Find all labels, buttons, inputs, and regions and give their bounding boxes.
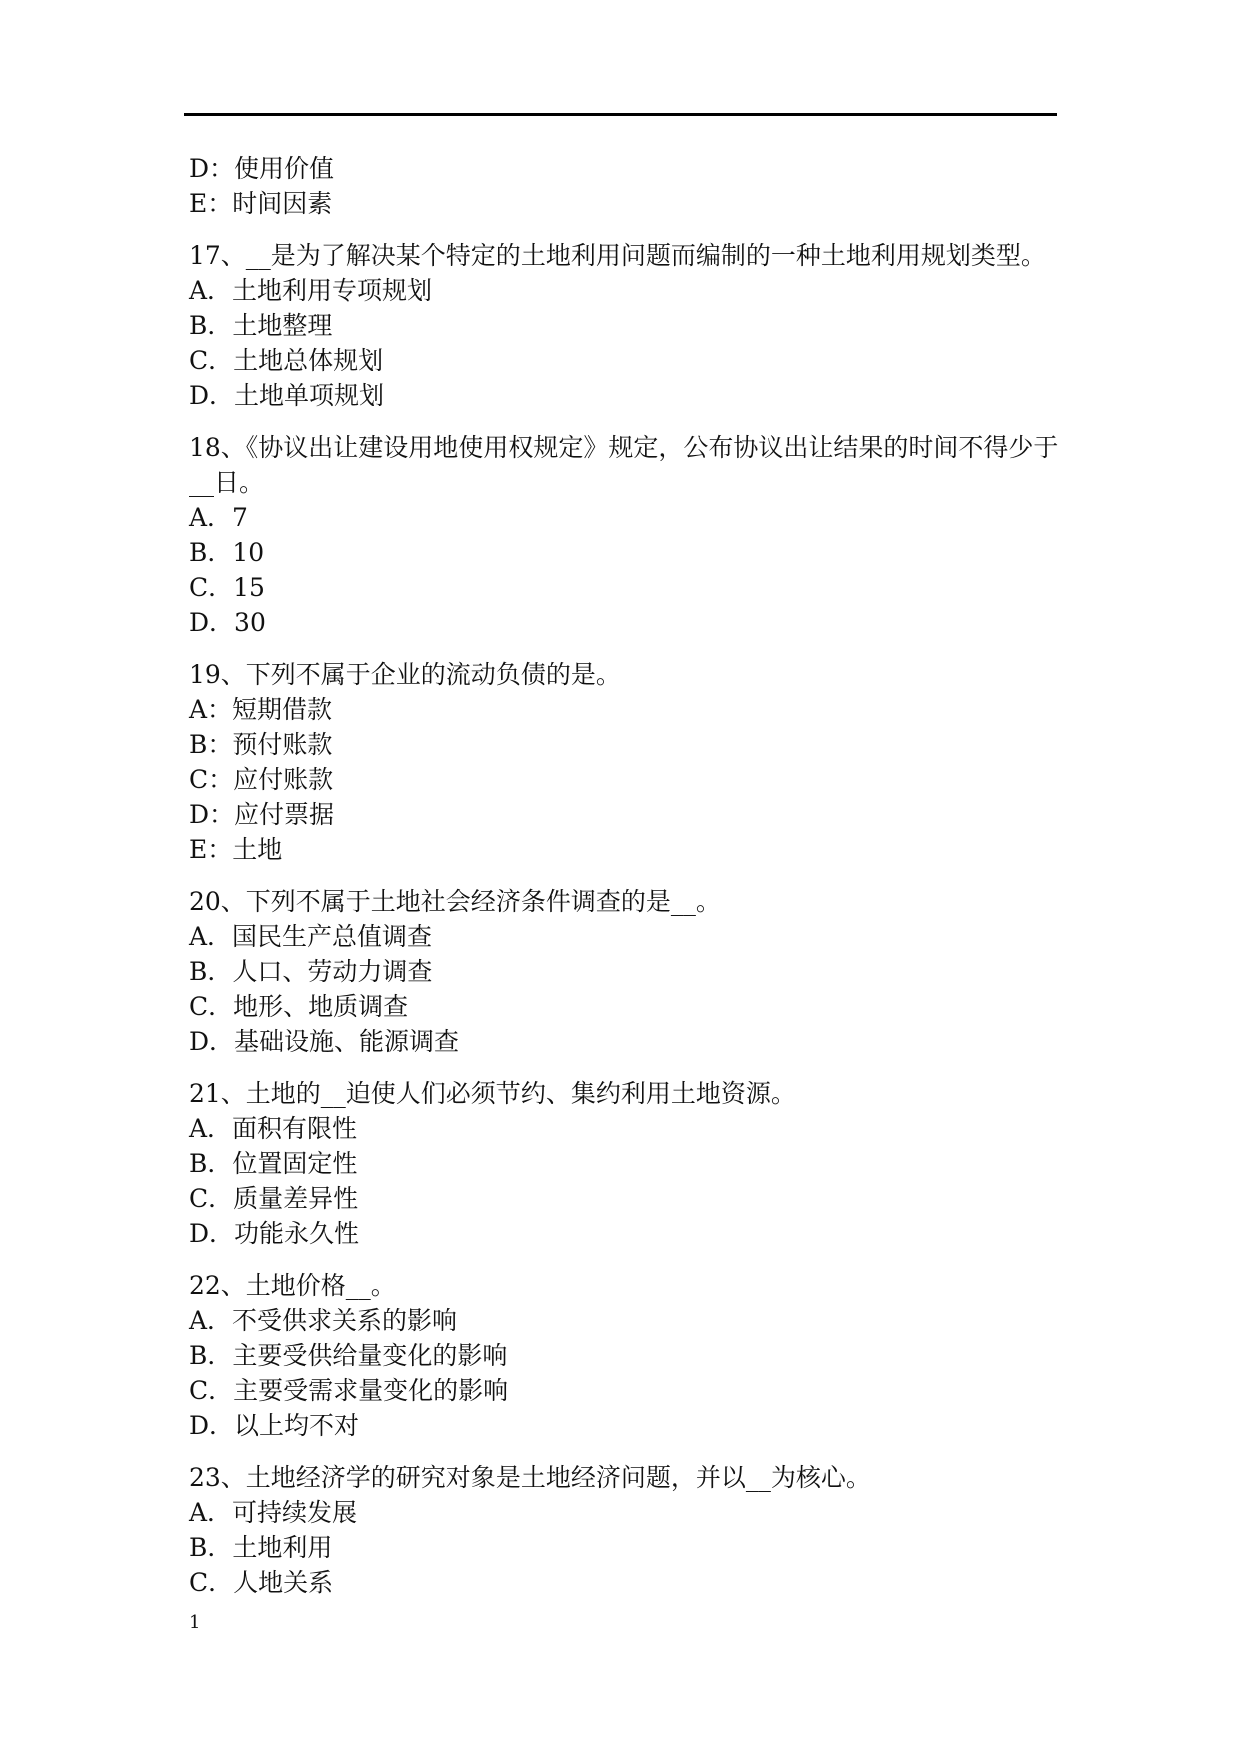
option-line: A．国民生产总值调查 [189, 922, 433, 951]
option-line: B：预付账款 [189, 730, 333, 759]
question-18 [189, 430, 1059, 640]
option-line: B．主要受供给量变化的影响 [189, 1341, 508, 1370]
option-line: A．不受供求关系的影响 [189, 1306, 458, 1335]
question-21 [189, 1076, 1059, 1251]
option-line: A．7 [189, 503, 248, 532]
question-stem: 23、土地经济学的研究对象是土地经济问题，并以__为核心。 [189, 1463, 871, 1492]
question-23 [189, 1460, 1059, 1600]
option-line: C．人地关系 [189, 1568, 334, 1597]
question-stem: 20、下列不属于土地社会经济条件调查的是__。 [189, 887, 721, 916]
option-line: D．土地单项规划 [189, 381, 385, 410]
option-line: C．土地总体规划 [189, 346, 384, 375]
option-line: C．地形、地质调查 [189, 992, 409, 1021]
option-line: C．主要受需求量变化的影响 [189, 1376, 509, 1405]
option-line: C：应付账款 [189, 765, 334, 794]
question-stem: 17、__是为了解决某个特定的土地利用问题而编制的一种土地利用规划类型。 [189, 241, 1046, 270]
header-rule [184, 113, 1057, 116]
option-line: D．30 [189, 608, 266, 637]
option-line: D．功能永久性 [189, 1219, 360, 1248]
option-line: C．质量差异性 [189, 1184, 359, 1213]
question-19 [189, 657, 1059, 867]
option-line: D．基础设施、能源调查 [189, 1027, 460, 1056]
option-line: A：短期借款 [189, 695, 333, 724]
option-line: E：土地 [189, 835, 283, 864]
option-line: B．人口、劳动力调查 [189, 957, 433, 986]
question-22 [189, 1268, 1059, 1443]
continued-options [189, 151, 1059, 221]
question-stem: 22、土地价格__。 [189, 1271, 396, 1300]
option-line: D．以上均不对 [189, 1411, 360, 1440]
option-line: B．10 [189, 538, 265, 567]
option-line: E：时间因素 [189, 189, 333, 218]
option-line: A．土地利用专项规划 [189, 276, 433, 305]
option-line: A．面积有限性 [189, 1114, 358, 1143]
option-line: B．土地整理 [189, 311, 333, 340]
option-line: A．可持续发展 [189, 1498, 358, 1527]
option-line: D：使用价值 [189, 154, 335, 183]
document-body [189, 151, 1059, 1600]
option-line: C．15 [189, 573, 265, 602]
question-stem: 18、《协议出让建设用地使用权规定》规定，公布协议出让结果的时间不得少于__日。 [189, 433, 1059, 497]
question-stem: 21、土地的__迫使人们必须节约、集约利用土地资源。 [189, 1079, 796, 1108]
question-17 [189, 238, 1059, 413]
question-20 [189, 884, 1059, 1059]
page-number: 1 [189, 1612, 201, 1633]
option-line: B．土地利用 [189, 1533, 333, 1562]
option-line: B．位置固定性 [189, 1149, 358, 1178]
option-line: D：应付票据 [189, 800, 335, 829]
question-stem: 19、下列不属于企业的流动负债的是。 [189, 660, 621, 689]
